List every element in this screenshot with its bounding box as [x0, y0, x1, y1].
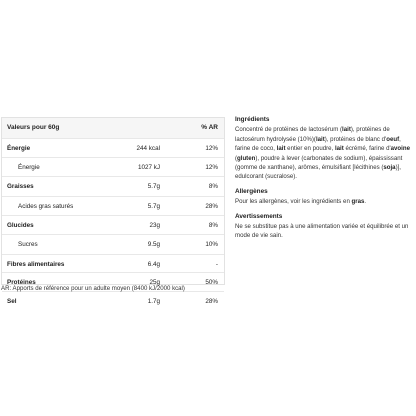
row-value: 244 kcal: [136, 145, 160, 152]
text-segment: , farine de coco,: [235, 135, 401, 153]
row-label: Acides gras saturés: [18, 203, 74, 210]
allergens-text: [235, 197, 413, 206]
warnings-section: [235, 212, 413, 241]
allergens-heading: Allergènes: [235, 187, 268, 195]
text-segment: entier en poudre,: [285, 145, 335, 153]
row-pct: 28%: [205, 203, 218, 210]
ingredients-text: [235, 125, 413, 181]
row-value: 6.4g: [147, 261, 160, 268]
row-value: 25g: [149, 279, 160, 286]
ingredients-section: [235, 115, 413, 182]
row-label: Énergie: [18, 164, 40, 171]
row-label: Fibres alimentaires: [7, 261, 65, 268]
row-pct: 10%: [205, 241, 218, 248]
text-segment: .: [364, 198, 367, 206]
row-value: 1027 kJ: [137, 164, 160, 171]
allergen-highlight: lait: [276, 145, 286, 153]
row-label: Glucides: [7, 222, 34, 229]
allergen-highlight: lait: [334, 145, 344, 153]
row-value: 23g: [149, 222, 160, 229]
product-info: [235, 115, 413, 246]
text-segment: (: [235, 154, 238, 162]
row-value: 5.7g: [147, 183, 160, 190]
table-row: [2, 157, 224, 178]
header-label: Valeurs pour 60g: [7, 124, 60, 131]
row-value: 5.7g: [147, 203, 160, 210]
allergen-highlight: lait: [315, 135, 325, 143]
table-row: [2, 176, 224, 197]
allergen-highlight: gras: [351, 198, 365, 206]
allergen-highlight: avoine: [390, 145, 410, 153]
text-segment: Pour les allergènes, voir les ingrédients en: [235, 198, 352, 206]
row-pct: 12%: [205, 145, 218, 152]
row-pct: 28%: [205, 298, 218, 305]
row-pct: 50%: [205, 279, 218, 286]
row-value: 9.5g: [147, 241, 160, 248]
allergens-section: [235, 187, 413, 207]
text-segment: écrémé, farine d': [343, 145, 391, 153]
allergen-highlight: gluten: [237, 154, 256, 162]
table-row: [2, 196, 224, 217]
text-segment: )], edulcorant (sucralose).: [235, 164, 401, 181]
text-segment: ), poudre à lever (carbonates de sodium), épaississant (gomme de xanthane), arômes, émulsifiant [lécithines (: [235, 154, 403, 172]
row-label: Graisses: [7, 183, 34, 190]
table-header-row: [2, 118, 224, 138]
allergen-highlight: oeuf: [386, 135, 400, 143]
row-label: Énergie: [7, 145, 31, 152]
table-row: [2, 234, 224, 255]
text-segment: ), protéines de blanc d': [324, 135, 387, 143]
table-row: [2, 138, 224, 159]
warnings-heading: Avertissements: [235, 212, 283, 220]
table-row: [2, 215, 224, 236]
text-segment: Concentré de protéines de lactosérum (: [235, 126, 343, 134]
text-segment: ), protéines de lactosérum hydrolysée (10%)(: [235, 126, 390, 143]
row-pct: 12%: [205, 164, 218, 171]
ingredients-heading: Ingrédients: [235, 116, 270, 123]
row-label: Sel: [7, 298, 17, 305]
allergen-highlight: lait: [342, 126, 351, 134]
row-label: Sucres: [18, 241, 38, 248]
reference-intake-note: AR: Apports de référence pour un adulte moyen (8400 kJ/2000 kcal): [1, 285, 185, 292]
row-value: 1.7g: [147, 298, 160, 305]
row-pct: 8%: [208, 222, 218, 229]
table-row: [2, 291, 224, 311]
allergen-highlight: soja: [383, 164, 396, 172]
row-pct: -: [215, 261, 218, 268]
row-label: Protéines: [7, 279, 36, 286]
warnings-text: Ne se substitue pas à une alimentation variée et équilibrée et un mode de vie sain.: [235, 223, 409, 240]
header-pct: % AR: [201, 124, 218, 131]
row-pct: 8%: [208, 183, 218, 190]
